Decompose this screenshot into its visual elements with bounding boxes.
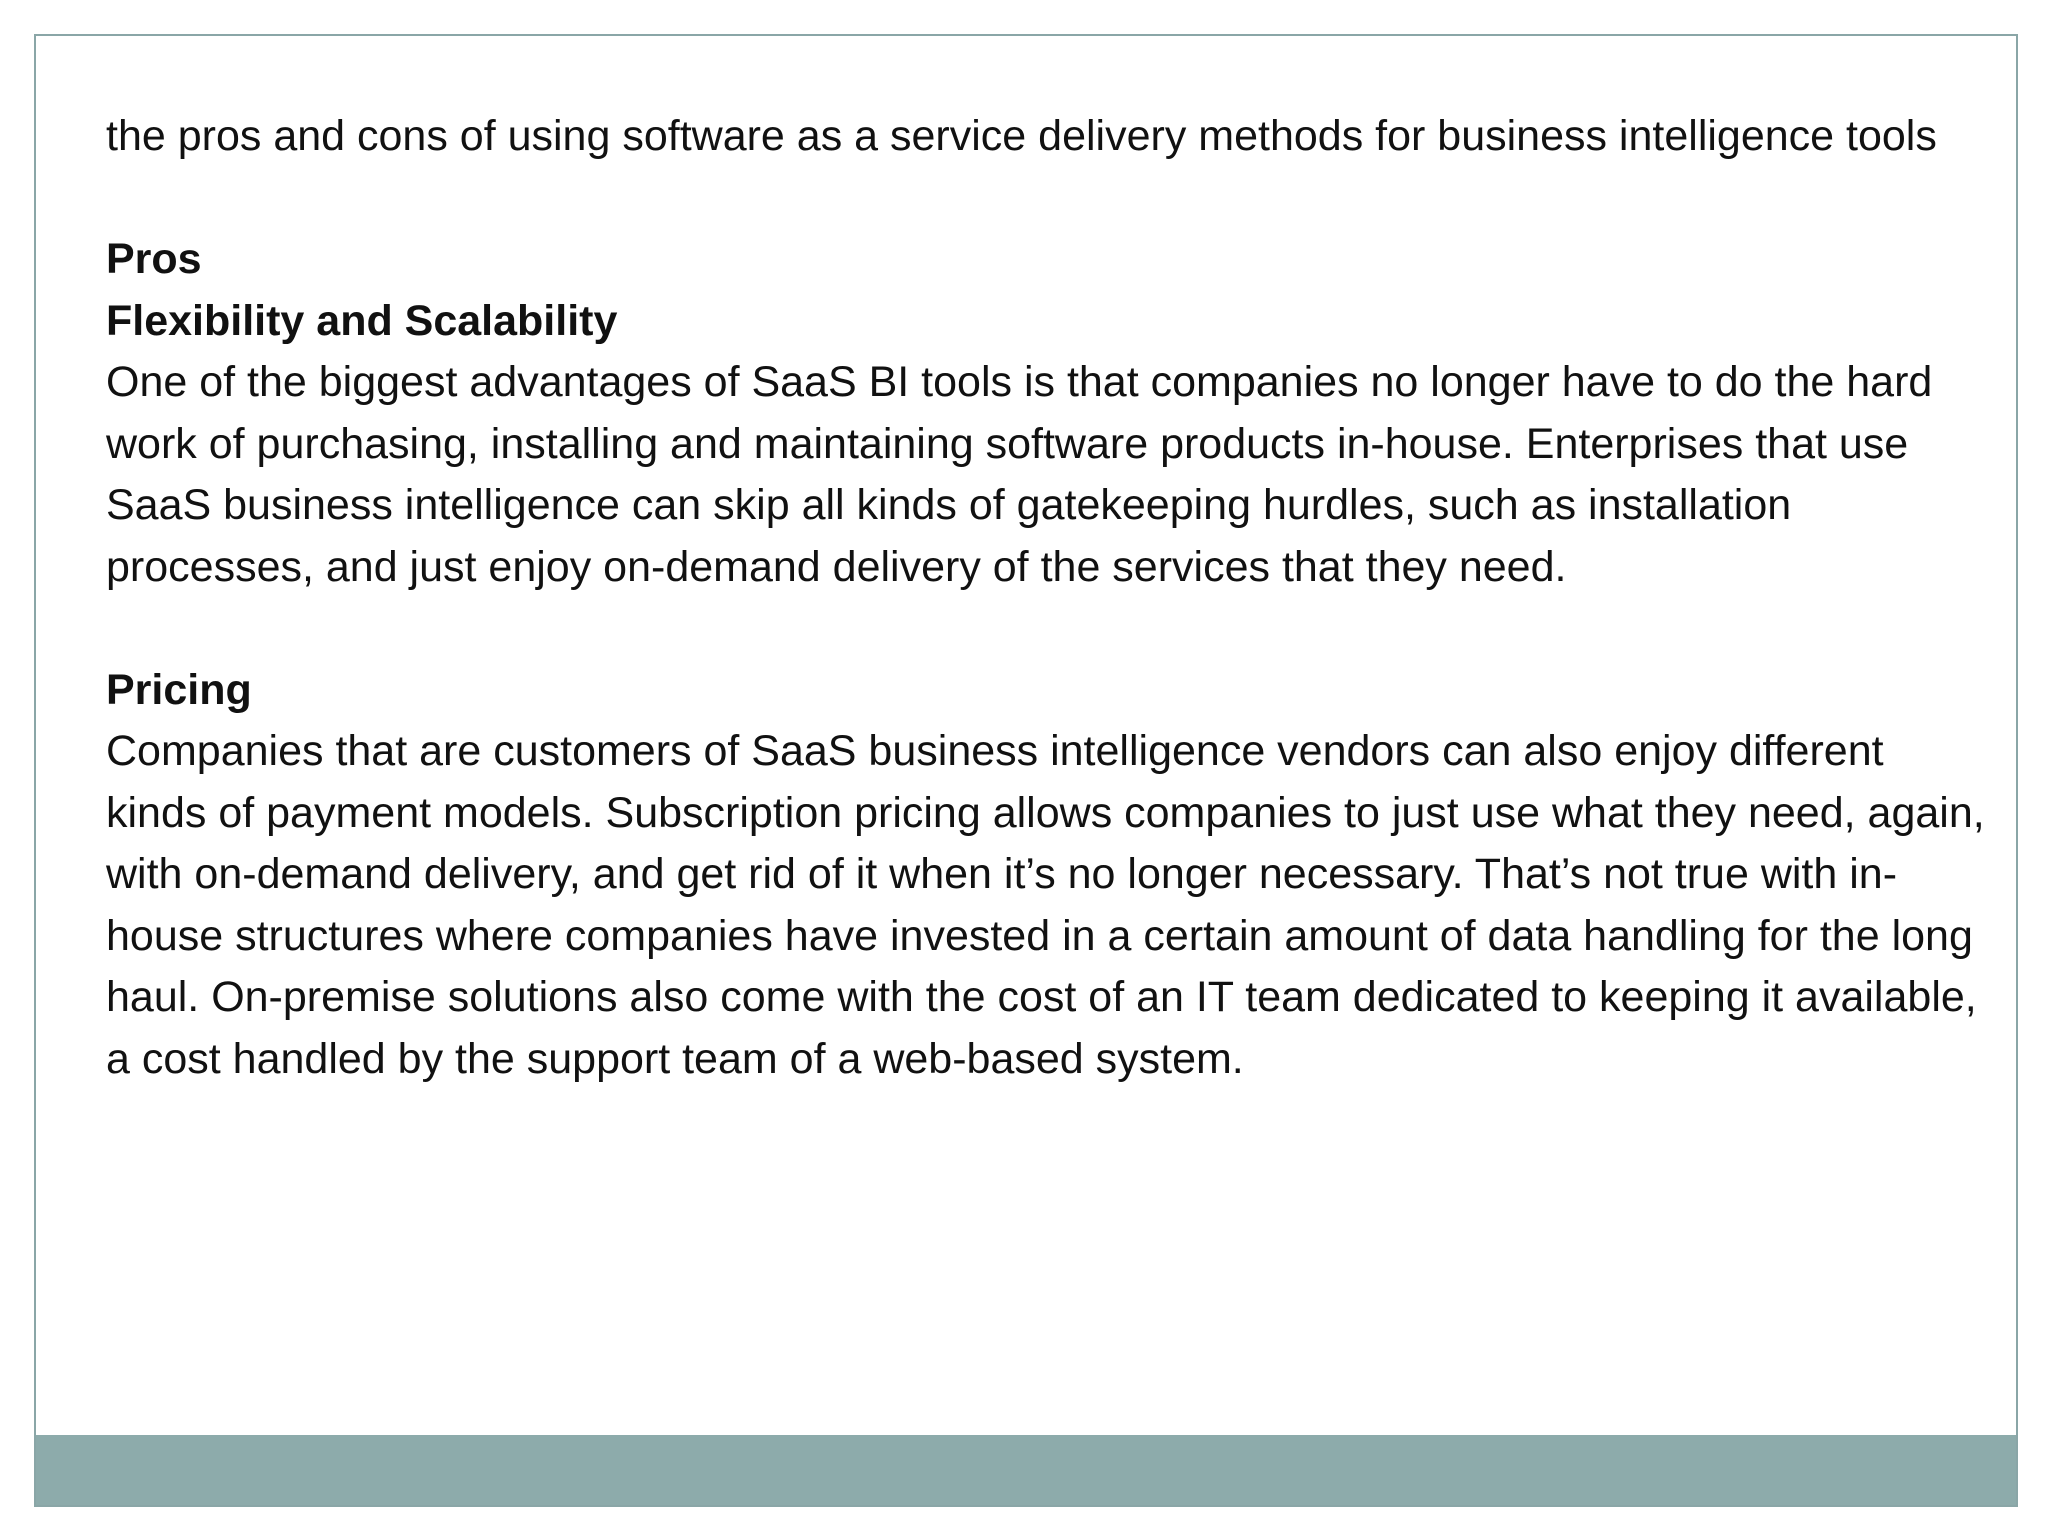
section-heading-pricing: Pricing xyxy=(106,665,252,714)
slide-frame xyxy=(34,34,2018,1507)
section-body-pricing: Companies that are customers of SaaS business intelligence vendors can also enjoy different kinds of payment models. Subscription pricing allows companies to just use what they need, again, with on-demand delivery, and get rid of it when it’s no longer necessary. That’s not true with in-house structures where companies have invested in a certain amount of data handling for the long haul. On-premise solutions also come with the cost of an IT team dedicated to keeping it available, a cost handled by the support team of a web-based system. xyxy=(106,727,1985,1083)
section-body-flexibility: One of the biggest advantages of SaaS BI tools is that companies no longer have to do the hard work of purchasing, installing and maintaining software products in-house. Enterprises that use SaaS business intelligence can skip all kinds of gatekeeping hurdles, such as installation processes, and just enjoy on-demand delivery of the services that they need. xyxy=(106,358,1933,591)
pros-heading: Pros xyxy=(106,235,202,283)
slide-content xyxy=(106,106,1986,1090)
footer-bar xyxy=(36,1435,2016,1505)
spacer xyxy=(106,168,1986,230)
intro-text: the pros and cons of using software as a service delivery methods for business intelligence tools xyxy=(106,112,1937,160)
spacer xyxy=(106,598,1986,660)
section-heading-flexibility: Flexibility and Scalability xyxy=(106,296,618,345)
